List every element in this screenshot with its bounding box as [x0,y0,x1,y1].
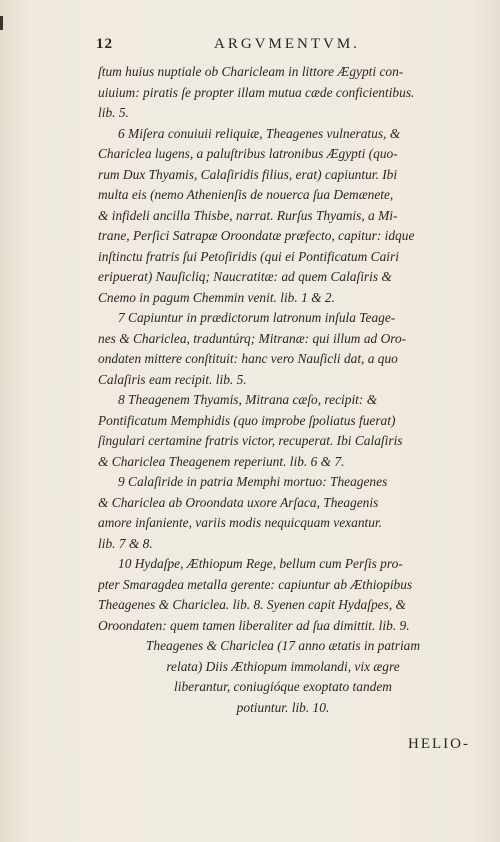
text-line: Calaſiris eam recipit. lib. 5. [98,371,247,387]
text-line: & Chariclea Theagenem reperiunt. lib. 6 & 7. [98,453,345,469]
text-line: lib. 5. [98,105,129,120]
text-line: ſtum huius nuptiale ob Charicleam in littore Ægypti con- [98,64,404,79]
text-line: rum Dux Thyamis, Calaſiridis filius, erat) capiuntur. Ibi [98,166,398,182]
text-line: uiuium: piratis ſe propter illam mutua cæde conficientibus. [98,84,415,100]
running-title: ARGVMENTVM. [214,36,360,52]
text-line: liberantur, coniugióque exoptato tandem [174,679,392,694]
text-line: Chariclea lugens, a paluſtribus latronibus Ægypti (quo- [98,146,398,161]
text-line: relata) Diis Æthiopum immolandi, vix ægre [166,658,400,674]
text-line: & infideli ancilla Thisbe, narrat. Rurſus Thyamis, a Mi- [98,207,398,223]
text-line: multa eis (nemo Athenienſis de nouerca ſua Demænete, [98,187,394,202]
text-line: 8 Theagenem Thyamis, Mitrana cæſo, recipit: & [118,392,378,407]
text-line: Cnemo in pagum Chemmin venit. lib. 1 & 2. [98,289,335,305]
text-line: Oroondaten: quem tamen liberaliter ad ſua dimittit. lib. 9. [98,617,410,633]
text-line: lib. 7 & 8. [98,535,153,551]
text-line: 7 Capiuntur in prædictorum latronum inſula Teage- [118,310,396,325]
page-header [96,36,466,58]
text-line: nes & Chariclea, traduntúrq; Mitranæ: qui illum ad Oro- [98,330,407,346]
text-line: Pontificatum Memphidis (quo improbe ſpoliatus fuerat) [98,412,396,428]
argument-text [98,62,468,718]
text-line: Theagenes & Chariclea. lib. 8. Syenen capit Hydaſpes, & [98,597,406,612]
text-line: Theagenes & Chariclea (17 anno ætatis in patriam [145,638,421,653]
text-line: ſingulari certamine fratris victor, recuperat. Ibi Calaſiris [98,433,403,448]
text-line: ondaten mittere conſtituit: hanc vero Nauſicli dat, a quo [98,351,398,366]
catchword: HELIO- [408,736,470,752]
text-line: 6 Miſera conuiuii reliquiæ, Theagenes vulneratus, & [118,125,401,141]
text-line: 10 Hydaſpe, Æthiopum Rege, bellum cum Perſis pro- [118,556,403,571]
page-number: 12 [96,36,113,52]
text-line: inſtinctu fratris ſui Petoſiridis (qui ei Pontificatum Cairi [98,248,399,264]
text-line: eripuerat) Nauſicliq; Naucratitæ: ad quem Calaſiris & [98,269,392,284]
text-line: pter Smaragdea metalla gerente: capiuntur ab Æthiopibus [98,576,413,592]
text-line: 9 Calaſiride in patria Memphi mortuo: Theagenes [118,474,388,489]
text-line: amore inſaniente, variis modis nequicquam vexantur. [98,515,383,530]
text-line: trane, Perſici Satrapæ Oroondatæ præfecto, capitur: idque [98,228,415,243]
text-line: potiuntur. lib. 10. [236,699,330,715]
text-line: & Chariclea ab Oroondata uxore Arſaca, Theagenis [98,494,379,510]
page-edge-mark [0,16,3,30]
